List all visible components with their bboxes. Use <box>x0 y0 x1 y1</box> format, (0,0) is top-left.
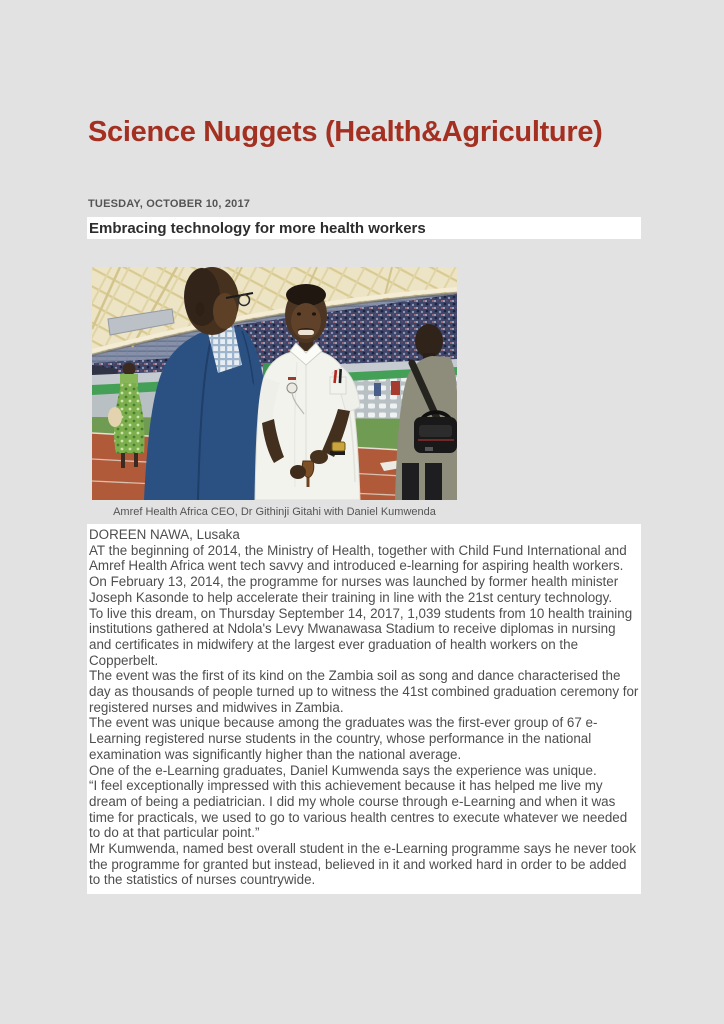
post-paragraph: AT the beginning of 2014, the Ministry of Health, together with Child Fund International and Amref Health Africa went tech savvy and introduced e-learning for aspiring health workers. <box>89 542 627 574</box>
post-paragraph: One of the e-Learning graduates, Daniel Kumwenda says the experience was unique. <box>89 762 597 778</box>
stadium-photo-illustration <box>92 267 457 500</box>
post-body <box>87 524 641 894</box>
post-paragraph: On February 13, 2014, the programme for nurses was launched by former health minister Joseph Kasonde to help accelerate their training in line with the 21st century technology. <box>89 574 619 605</box>
post-date: TUESDAY, OCTOBER 10, 2017 <box>88 198 251 210</box>
post-paragraph: The event was the first of its kind on the Zambia soil as song and dance characterised the day as thousands of people turned up to witness the 41st combined graduation ceremony for registered nurses and midwives in Zambia. <box>89 668 639 715</box>
post-paragraph: The event was unique because among the graduates was the first-ever group of 67 e-Learning registered nurse students in the country, whose performance in the national examination was significantly higher than the national average. <box>89 715 598 762</box>
camera-bag <box>414 412 457 453</box>
handbag <box>108 407 122 427</box>
post-paragraph: To live this dream, on Thursday September 14, 2017, 1,039 students from 10 health training institutions gathered at Ndola's Levy Mwanawasa Stadium to receive diplomas in nursing and certificates in midwifery at the largest ever graduation of health workers on the Copperbelt. <box>89 605 633 668</box>
post-paragraph: “I feel exceptionally impressed with this achievement because it has helped me live my dream of being a pediatrician. I did my whole course through e-Learning and when it was time for practicals, we used to go to various health centres to execute whatever we needed to do at that particular point.” <box>89 778 628 841</box>
photo-caption: Amref Health Africa CEO, Dr Githinji Gitahi with Daniel Kumwenda <box>113 506 436 518</box>
post-title[interactable]: Embracing technology for more health workers <box>89 219 426 237</box>
gold-watch <box>330 442 345 455</box>
post-title-bar <box>87 217 641 239</box>
post-byline: DOREEN NAWA, Lusaka <box>89 527 240 542</box>
blog-title[interactable]: Science Nuggets (Health&Agriculture) <box>88 116 603 148</box>
post-paragraphs <box>89 543 639 888</box>
post-paragraph: Mr Kumwenda, named best overall student in the e-Learning programme says he never took the programme for granted but instead, believed in it and worked hard in order to be added to the statistics of nurses countrywide. <box>89 841 637 888</box>
article-photo[interactable] <box>92 267 457 500</box>
smile <box>298 330 314 335</box>
